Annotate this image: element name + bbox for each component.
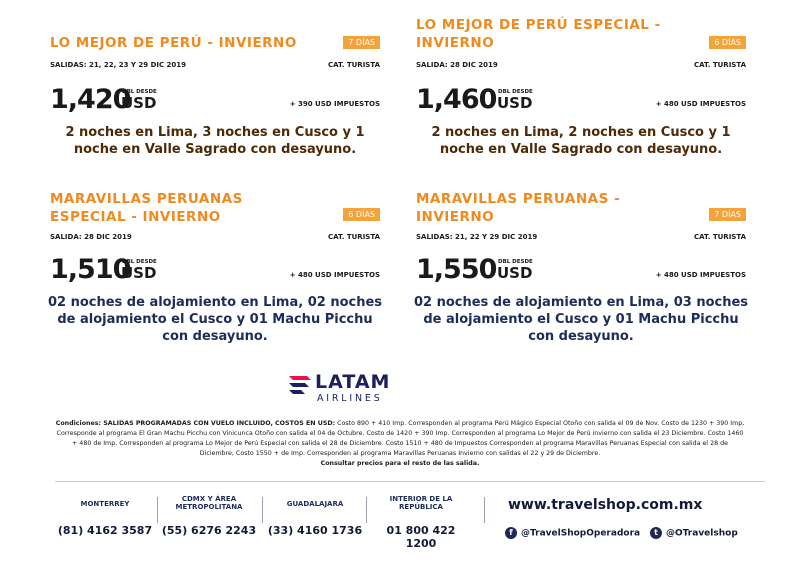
- office-separator: [157, 497, 158, 523]
- office-interior: [370, 495, 472, 550]
- twitter-link[interactable]: [650, 527, 738, 540]
- office-separator: [366, 497, 367, 523]
- office-separator: [262, 497, 263, 523]
- package-card-maravillas-peruanas-especial: [47, 191, 383, 350]
- conditions-body: Costo 890 + 410 Imp. Corresponden al programa Perú Mágico Especial Otoño con salida el 09 de Nov. Costo de 1230 + 390 Imp, Corresponde al programa El Gran Machu Picchu con Vinicunca Otoño con salida el 04 de Octubre. Costo de 1420 + 390 Imp. Corresponden al programa Lo Mejor de Perú invierno con salida el 23 Diciembre. Costo 1460 + 480 de Imp. Corresponden al programa Lo Mejor de Perú Especial con salida el 28 de Diciembre. Costo 1510 + 480 de Impuestos Corresponden al programa Maravillas Peruanas Especial con salida el 28 de Diciembre, Costo 1550 + de Imp. Corresponden al programa Maravillas Peruanas Invierno con salidas el 22 y 29 de Diciembre.: [56, 420, 745, 457]
- twitter-handle: @OTravelshop: [666, 528, 738, 539]
- office-phone[interactable]: (33) 4160 1736: [267, 524, 363, 537]
- price-currency: USD: [497, 94, 533, 112]
- taxes-label: + 480 USD IMPUESTOS: [289, 271, 380, 279]
- office-name: GUADALAJARA: [286, 500, 344, 508]
- taxes-label: + 480 USD IMPUESTOS: [655, 100, 746, 108]
- package-description: 02 noches de alojamiento en Lima, 02 noches de alojamiento el Cusco y 01 Machu Picchu con desayuno.: [47, 295, 383, 344]
- latam-airlines-label: AIRLINES: [317, 393, 383, 404]
- conditions-lead: Condiciones: SALIDAS PROGRAMADAS CON VUELO INCLUIDO, COSTOS EN USD:: [55, 420, 336, 427]
- conditions-tail: Consultar precios para el resto de las salida.: [320, 460, 480, 467]
- duration-badge: 7 DÍAS: [709, 208, 746, 221]
- office-name: MONTERREY: [80, 500, 130, 508]
- price-note: DBL DESDE: [498, 89, 533, 95]
- package-title: MARAVILLAS PERUANAS - INVIERNO: [416, 191, 621, 225]
- price-note: DBL DESDE: [498, 259, 533, 265]
- website-link[interactable]: www.travelshop.com.mx: [508, 497, 703, 513]
- footer-divider: [55, 481, 765, 482]
- price-note: DBL DESDE: [122, 259, 157, 265]
- duration-badge: 6 DÍAS: [709, 36, 746, 49]
- package-card-lo-mejor-de-peru: [50, 30, 380, 160]
- category-label: CAT. TURISTA: [694, 61, 746, 69]
- office-guadalajara: [265, 500, 365, 537]
- category-label: CAT. TURISTA: [328, 233, 380, 241]
- facebook-icon: f: [505, 527, 517, 539]
- facebook-link[interactable]: [505, 527, 640, 540]
- terms-conditions: [55, 419, 745, 469]
- price-currency: USD: [121, 94, 157, 112]
- office-phone[interactable]: (81) 4162 3587: [57, 524, 153, 537]
- latam-logo: [287, 370, 407, 410]
- price-amount: 1,510: [50, 254, 131, 285]
- duration-badge: 7 DÍAS: [343, 36, 380, 49]
- office-phone[interactable]: (55) 6276 2243: [161, 524, 257, 537]
- package-card-lo-mejor-de-peru-especial: [416, 17, 746, 160]
- price-note: DBL DESDE: [122, 89, 157, 95]
- package-title: MARAVILLAS PERUANAS ESPECIAL - INVIERNO: [50, 191, 243, 225]
- price-amount: 1,420: [50, 84, 131, 115]
- office-monterrey: [55, 500, 155, 537]
- taxes-label: + 480 USD IMPUESTOS: [655, 271, 746, 279]
- facebook-handle: @TravelShopOperadora: [521, 528, 641, 539]
- price-amount: 1,460: [416, 84, 497, 115]
- package-description: 2 noches en Lima, 2 noches en Cusco y 1 noche en Valle Sagrado con desayuno.: [431, 125, 731, 157]
- package-description: 02 noches de alojamiento en Lima, 03 noches de alojamiento el Cusco y 01 Machu Picchu con desayuno.: [413, 295, 749, 344]
- office-name: INTERIOR DE LA REPÚBLICA: [389, 495, 453, 511]
- package-title: LO MEJOR DE PERÚ - INVIERNO: [50, 35, 297, 51]
- category-label: CAT. TURISTA: [328, 61, 380, 69]
- departure-dates: SALIDAS: 21, 22, 23 Y 29 DIC 2019: [50, 61, 187, 69]
- office-phone[interactable]: 01 800 422 1200: [386, 524, 456, 550]
- category-label: CAT. TURISTA: [694, 233, 746, 241]
- package-card-maravillas-peruanas: [413, 191, 749, 350]
- office-name: CDMX Y ÁREA METROPOLITANA: [175, 495, 243, 511]
- taxes-label: + 390 USD IMPUESTOS: [289, 100, 380, 108]
- office-cdmx: [160, 495, 258, 537]
- latam-logo-icon: [287, 372, 313, 400]
- departure-dates: SALIDA: 28 DIC 2019: [50, 233, 132, 241]
- office-separator: [484, 497, 485, 523]
- price-currency: USD: [121, 264, 157, 282]
- departure-dates: SALIDA: 28 DIC 2019: [416, 61, 498, 69]
- departure-dates: SALIDAS: 21, 22 Y 29 DIC 2019: [416, 233, 538, 241]
- package-title: LO MEJOR DE PERÚ ESPECIAL - INVIERNO: [416, 17, 661, 51]
- twitter-icon: t: [650, 527, 662, 539]
- latam-wordmark: LATAM: [315, 371, 391, 393]
- price-amount: 1,550: [416, 254, 497, 285]
- price-currency: USD: [497, 264, 533, 282]
- duration-badge: 6 DÍAS: [343, 208, 380, 221]
- package-description: 2 noches en Lima, 3 noches en Cusco y 1 noche en Valle Sagrado con desayuno.: [65, 125, 365, 157]
